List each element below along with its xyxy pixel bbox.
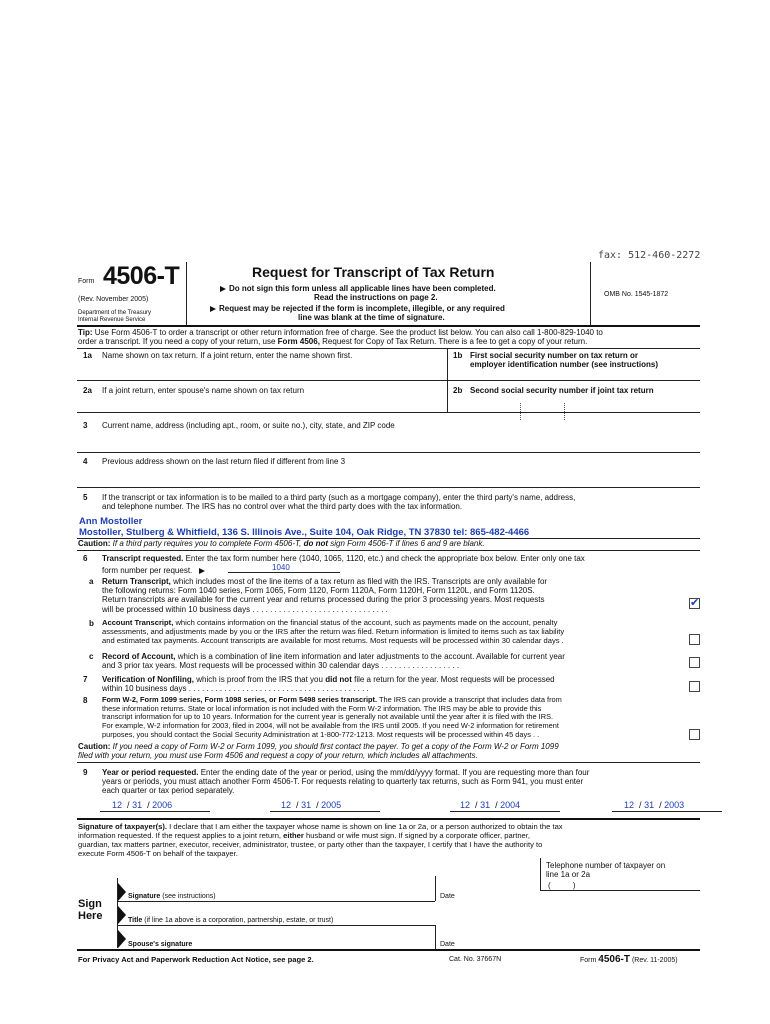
period-4-underline — [612, 811, 722, 812]
account-transcript-checkbox[interactable] — [689, 634, 700, 645]
line-1b-label: First social security number on tax return or employer identification number (see instructions) — [470, 351, 659, 370]
spouse-date-divider — [435, 925, 436, 949]
line-6b-text: Account Transcript, which contains information on the financial status of the account, such as payments made on the account, penalty assessments, and adjustments made by you or the IRS after the return was filed. Return information is limited to items such as tax liability and estimated tax payments. Account transcripts are available for most returns. Most requests will be processed within 30 calendar days . — [102, 618, 565, 645]
line-1a-number: 1a — [83, 351, 92, 360]
sign-arrow-icon — [118, 930, 126, 948]
agency: Internal Revenue Service — [78, 317, 146, 323]
phone-label: Telephone number of taxpayer on line 1a or 2a — [546, 861, 666, 880]
caution-third-party: Caution: If a third party requires you to complete Form 4506-T, do not sign Form 4506-T if lines 6 and 9 are blank. — [78, 539, 485, 548]
line-9-rule — [77, 818, 700, 820]
signature-field-label: Signature (see instructions) — [128, 893, 216, 900]
form-revision: (Rev. November 2005) — [78, 296, 149, 303]
period-2[interactable]: 12 / 31 / 2005 — [281, 800, 342, 810]
period-4[interactable]: 12 / 31 / 2003 — [624, 800, 685, 810]
line-9-text: Year or period requested. Enter the ending date of the year or period, using the mm/dd/yyyy format. If you are requesting more than four years or periods, you must attach another Form 4506-T. For requests relating to quarterly tax returns, such as Form 941, you must enter each quarter or tax period separately. — [102, 768, 590, 796]
line-6-text-2: form number per request. — [102, 566, 208, 575]
line-2a-number: 2a — [83, 386, 92, 395]
period-1-underline — [100, 811, 210, 812]
line-3-label: Current name, address (including apt., room, or suite no.), city, state, and ZIP code — [102, 421, 395, 430]
verification-nonfiling-checkbox[interactable] — [689, 681, 700, 692]
line-3-number: 3 — [83, 421, 88, 430]
phone-rule — [540, 890, 700, 891]
line-6-text: Transcript requested. Enter the tax form number here (1040, 1065, 1120, etc.) and check the appropriate box below. Enter only one tax — [102, 554, 585, 563]
instruction-2b: line was blank at the time of signature. — [298, 313, 445, 322]
wage-transcript-checkbox[interactable] — [689, 729, 700, 740]
spouse-signature-label: Spouse's signature — [128, 941, 193, 948]
arrow-icon — [210, 306, 216, 312]
third-party-address[interactable]: Mostoller, Stulberg & Whitfield, 136 S. Illinois Ave., Suite 104, Oak Ridge, TN 37830 tel: 865-482-4466 — [79, 527, 530, 538]
line-2a-label: If a joint return, enter spouse's name shown on tax return — [102, 386, 305, 395]
spouse-date-label: Date — [440, 941, 455, 948]
line-6b-letter: b — [89, 619, 94, 628]
period-2-underline — [270, 811, 380, 812]
tip-rule — [77, 348, 700, 349]
department: Department of the Treasury — [78, 310, 152, 316]
line-5-number: 5 — [83, 493, 88, 502]
line-2-rule — [77, 412, 700, 413]
instruction-1b: Read the instructions on page 2. — [314, 293, 438, 302]
line-7-number: 7 — [83, 675, 88, 684]
tax-form-number-underline — [228, 572, 340, 573]
arrow-icon — [199, 568, 205, 574]
period-3[interactable]: 12 / 31 / 2004 — [460, 800, 521, 810]
arrow-icon — [220, 286, 226, 292]
line-7-text: Verification of Nonfiling, which is proof from the IRS that you did not file a return for the year. Most requests will be processed within 10 business days . . . . . . . . . . . . . . . . . . . . . . . . . . . . . . . . . . . . . . . . . — [102, 675, 555, 694]
instruction-2: Request may be rejected if the form is incomplete, illegible, or any required — [210, 304, 505, 313]
phone-area-code-field[interactable]: ( ) — [548, 881, 576, 890]
period-3-underline — [450, 811, 560, 812]
form-number: 4506-T — [103, 262, 180, 290]
sign-arrow-icon — [118, 906, 126, 924]
omb-number: OMB No. 1545-1872 — [604, 291, 669, 298]
signature-date-label: Date — [440, 893, 455, 900]
return-transcript-checkbox[interactable] — [689, 598, 700, 609]
line-1-rule — [77, 380, 700, 381]
line-1a-label: Name shown on tax return. If a joint return, enter the name shown first. — [102, 351, 353, 360]
signature-date-divider — [435, 876, 436, 901]
line-3-rule — [77, 452, 700, 453]
signature-bottom-rule — [77, 949, 700, 951]
line-6c-text: Record of Account, which is a combination of line item information and later adjustments to the account. Available for current year and 3 prior tax years. Most requests will be processed within 30 calendar days . . . . . . . . . . . . . . . . . . — [102, 652, 565, 671]
line-9-number: 9 — [83, 768, 88, 777]
third-party-name[interactable]: Ann Mostoller — [79, 516, 143, 527]
signature-declaration: Signature of taxpayer(s). I declare that I am either the taxpayer whose name is shown on line 1a or 2a, or a person authorized to obtain the tax information requested. If the request applies to a joint return, either husband or wife must sign. If signed by a corporate officer, partner, guardian, tax matters partner, executor, receiver, administrator, trustee, or party other than the taxpayer, I certify that I have the authority to execute Form 4506-T on behalf of the taxpayer. — [78, 822, 563, 858]
caution-rule — [77, 550, 700, 551]
form-title: Request for Transcript of Tax Return — [252, 264, 495, 280]
caution-w2: Caution: If you need a copy of Form W-2 or Form 1099, you should first contact the payer. To get a copy of the Form W-2 or Form 1099 filed with your return, you must use Form 4506 and request a copy of your return, which includes all attachments. — [78, 742, 559, 761]
line-6a-letter: a — [89, 577, 94, 586]
tip-line-1: Tip: Use Form 4506-T to order a transcript or other return information free of charge. See the product list below. You can also call 1-800-829-1040 to — [78, 328, 603, 337]
line-6a-text: Return Transcript, which includes most of the line items of a tax return as filed with the IRS. Transcripts are only available for the following returns: Form 1040 series, Form 1065, Form 1120, Form 1120A, Form 1120H, Form 1120L, and Form 1120S. Return transcripts are available for the current year and returns processed during the prior 3 processing years. Most requests will be processed within 10 business days . . . . . . . . . . . . . . . . . . . . . . . . . . . . . . . — [102, 577, 548, 614]
header-divider-left — [186, 262, 187, 326]
header-divider-right — [590, 262, 591, 326]
phone-divider — [540, 858, 541, 890]
line-1b-number: 1b — [453, 351, 463, 360]
form-word: Form — [78, 278, 95, 285]
line-4-label: Previous address shown on the last return filed if different from line 3 — [102, 457, 346, 466]
line-4-number: 4 — [83, 457, 88, 466]
period-1[interactable]: 12 / 31 / 2006 — [112, 800, 173, 810]
line-8-number: 8 — [83, 696, 88, 705]
line-8-text: Form W-2, Form 1099 series, Form 1098 series, or Form 5498 series transcript. The IRS can provide a transcript that includes data from these information returns. State or local information is not included with the Form W-2 information. The IRS may be able to provide this transcript information for up to 10 years. Information for the current year is generally not available until the year after it is filed with the IRS. For example, W-2 information for 2003, filed in 2004, will not be available from the IRS until 2005. If you need W-2 information for retirement purposes, you should contact the Social Security Administration at 1-800-772-1213. Most requests will be processed within 45 days . . — [102, 695, 562, 739]
tip-line-2: order a transcript. If you need a copy of your return, use Form 4506, Request for Copy of Tax Return. There is a fee to get a copy of your return. — [78, 337, 588, 346]
title-field-label: Title (if line 1a above is a corporation, partnership, estate, or trust) — [128, 917, 334, 924]
sign-label: Sign — [78, 898, 102, 910]
line-2b-label: Second social security number if joint tax return — [470, 386, 654, 395]
tax-form-number-field[interactable]: 1040 — [272, 563, 290, 572]
check-mark-icon: ✔ — [690, 597, 700, 609]
line-5-label: If the transcript or tax information is to be mailed to a third party (such as a mortgage company), enter the third party's name, address, and telephone number. The IRS has no control over what the third party does with the tax information. — [102, 493, 576, 512]
header-rule — [77, 325, 700, 327]
fax-number: fax: 512-460-2272 — [598, 250, 701, 261]
line-6c-letter: c — [89, 652, 94, 661]
record-of-account-checkbox[interactable] — [689, 657, 700, 668]
here-label: Here — [78, 910, 103, 922]
caution-w2-rule — [77, 762, 700, 763]
privacy-notice: For Privacy Act and Paperwork Reduction Act Notice, see page 2. — [78, 955, 314, 964]
line-6-number: 6 — [83, 554, 88, 563]
catalog-number: Cat. No. 37667N — [449, 956, 502, 963]
footer-form-id: Form 4506-T (Rev. 11-2005) — [580, 954, 678, 965]
line-2b-number: 2b — [453, 386, 463, 395]
sign-arrow-icon — [118, 883, 126, 901]
instruction-1: Do not sign this form unless all applicable lines have been completed. — [220, 284, 496, 293]
line-4-rule — [77, 487, 700, 488]
